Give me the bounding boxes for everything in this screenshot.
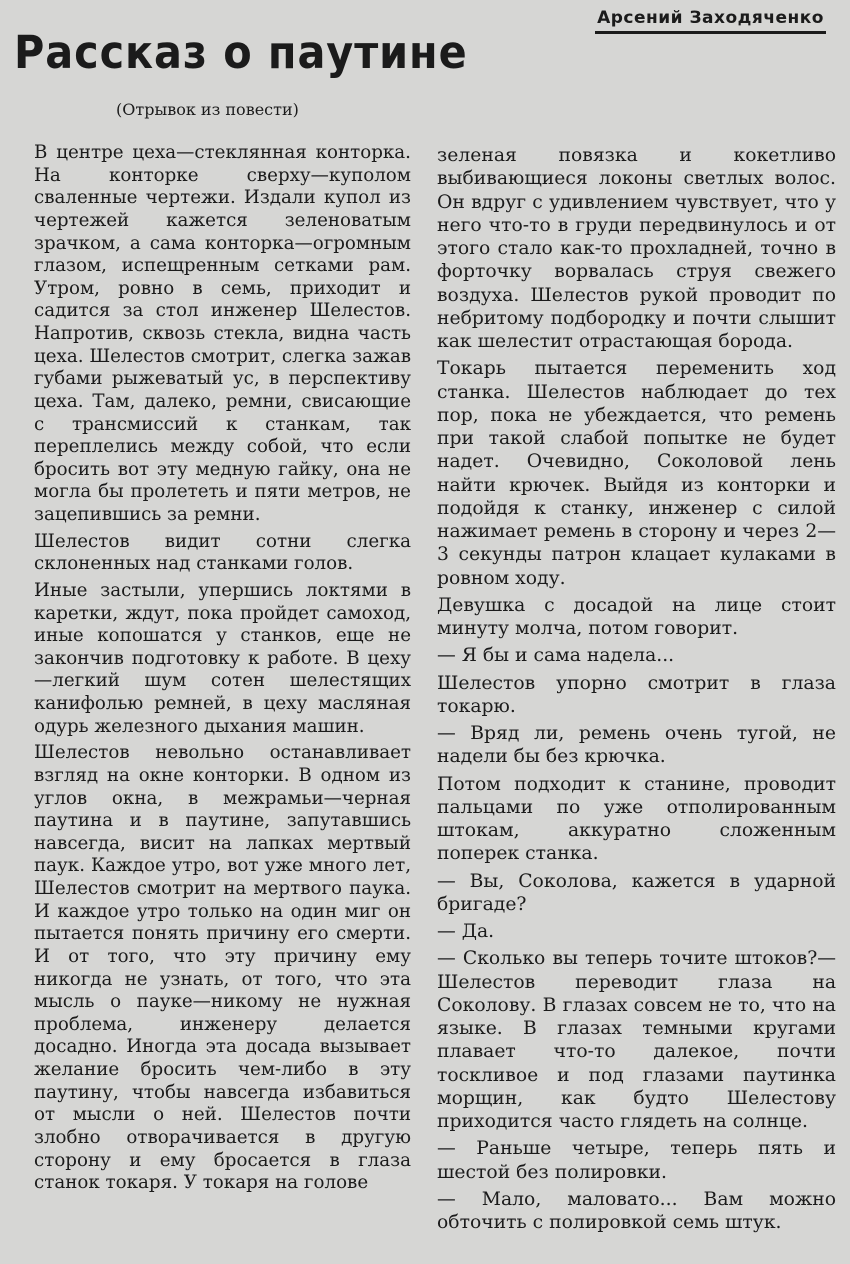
dialogue-line: — Вы, Соколова, кажется в ударной бригаде? — [437, 870, 836, 915]
paragraph: Девушка с досадой на лице стоит минуту молча, потом говорит. — [437, 594, 836, 639]
left-text-column — [34, 142, 411, 1199]
paragraph: В центре цеха—стеклянная конторка. На конторке сверху—куполом сваленные чертежи. Издали купол из чертежей кажется зеленоватым зрачком, а сама конторка—огромным глазом, испещренным сетками рам. Утром, ровно в семь, приходит и садится за стол инженер Шелестов. Напротив, сквозь стекла, видна часть цеха. Шелестов смотрит, слегка зажав губами рыжеватый ус, в перспективу цеха. Там, далеко, ремни, свисающие с трансмиссий к станкам, так переплелись между собой, что если бросить вот эту медную гайку, она не могла бы пролететь и пяти метров, не зацепившись за ремни. — [34, 142, 411, 525]
paragraph: Шелестов упорно смотрит в глаза токарю. — [437, 672, 836, 717]
right-text-column — [437, 144, 836, 1238]
paragraph: Шелестов видит сотни слегка склоненных над станками голов. — [34, 530, 411, 575]
dialogue-line: — Раньше четыре, теперь пять и шестой без полировки. — [437, 1138, 836, 1183]
story-title: Рассказ о паутине — [14, 26, 468, 79]
dialogue-line: — Я бы и сама надела... — [437, 645, 675, 667]
dialogue-line: — Сколько вы теперь точите штоков?—Шелестов переводит глаза на Соколову. В глазах совсем не то, что на языке. В глазах темными кругами плавает что-то далекое, почти тоскливое и под глазами паутинка морщин, как будто Шелестову приходится часто глядеть на солнце. — [437, 948, 836, 1132]
paragraph: Иные застыли, упершись локтями в каретки, ждут, пока пройдет самоход, иные копошатся у станков, еще не закончив подготовку к работе. В цеху—легкий шум сотен шелестящих канифолью ремней, в цеху масляная одурь железного дыхания машин. — [34, 579, 411, 737]
paragraph: Шелестов невольно останавливает взгляд на окне конторки. В одном из углов окна, в межрамьи—черная паутина и в паутине, запутавшись навсегда, висит на лапках мертвый паук. Каждое утро, вот уже много лет, Шелестов смотрит на мертвого паука. И каждое утро только на один миг он пытается понять причину его смерти. И от того, что эту причину ему никогда не узнать, от того, что эта мысль о пауке—никому не нужная проблема, инженеру делается досадно. Иногда эта досада вызывает желание бросить чем-либо в эту паутину, чтобы навсегда избавиться от мысли о ней. Шелестов почти злобно отворачивается в другую сторону и ему бросается в глаза станок токаря. У токаря на голове — [34, 742, 411, 1194]
author-name: Арсений Заходяченко — [595, 8, 826, 34]
paragraph: Токарь пытается переменить ход станка. Шелестов наблюдает до тех пор, пока не убеждается, что ремень при такой слабой попытке не будет надет. Очевидно, Соколовой лень найти крючек. Выйдя из конторки и подойдя к станку, инженер с силой нажимает ремень в сторону и через 2—3 секунды патрон клацает кулаками в ровном ходу. — [437, 358, 836, 589]
dialogue-line: — Да. — [437, 921, 495, 942]
dialogue-line: — Вряд ли, ремень очень тугой, не надели бы без крючка. — [437, 723, 836, 768]
dialogue-line: — Мало, маловато... Вам можно обточить с полировкой семь штук. — [437, 1188, 836, 1233]
story-subtitle: (Отрывок из повести) — [116, 100, 299, 119]
paragraph: Потом подходит к станине, проводит пальцами по уже отполированным штокам, аккуратно сложенным поперек станка. — [437, 773, 836, 865]
paragraph: зеленая повязка и кокетливо выбивающиеся локоны светлых волос. Он вдруг с удивлением чувствует, что у него что-то в груди передвинулось и от этого стало как-то прохладней, точно в форточку ворвалась струя свежего воздуха. Шелестов рукой проводит по небритому подбородку и почти слышит как шелестит отрастающая борода. — [437, 145, 836, 352]
